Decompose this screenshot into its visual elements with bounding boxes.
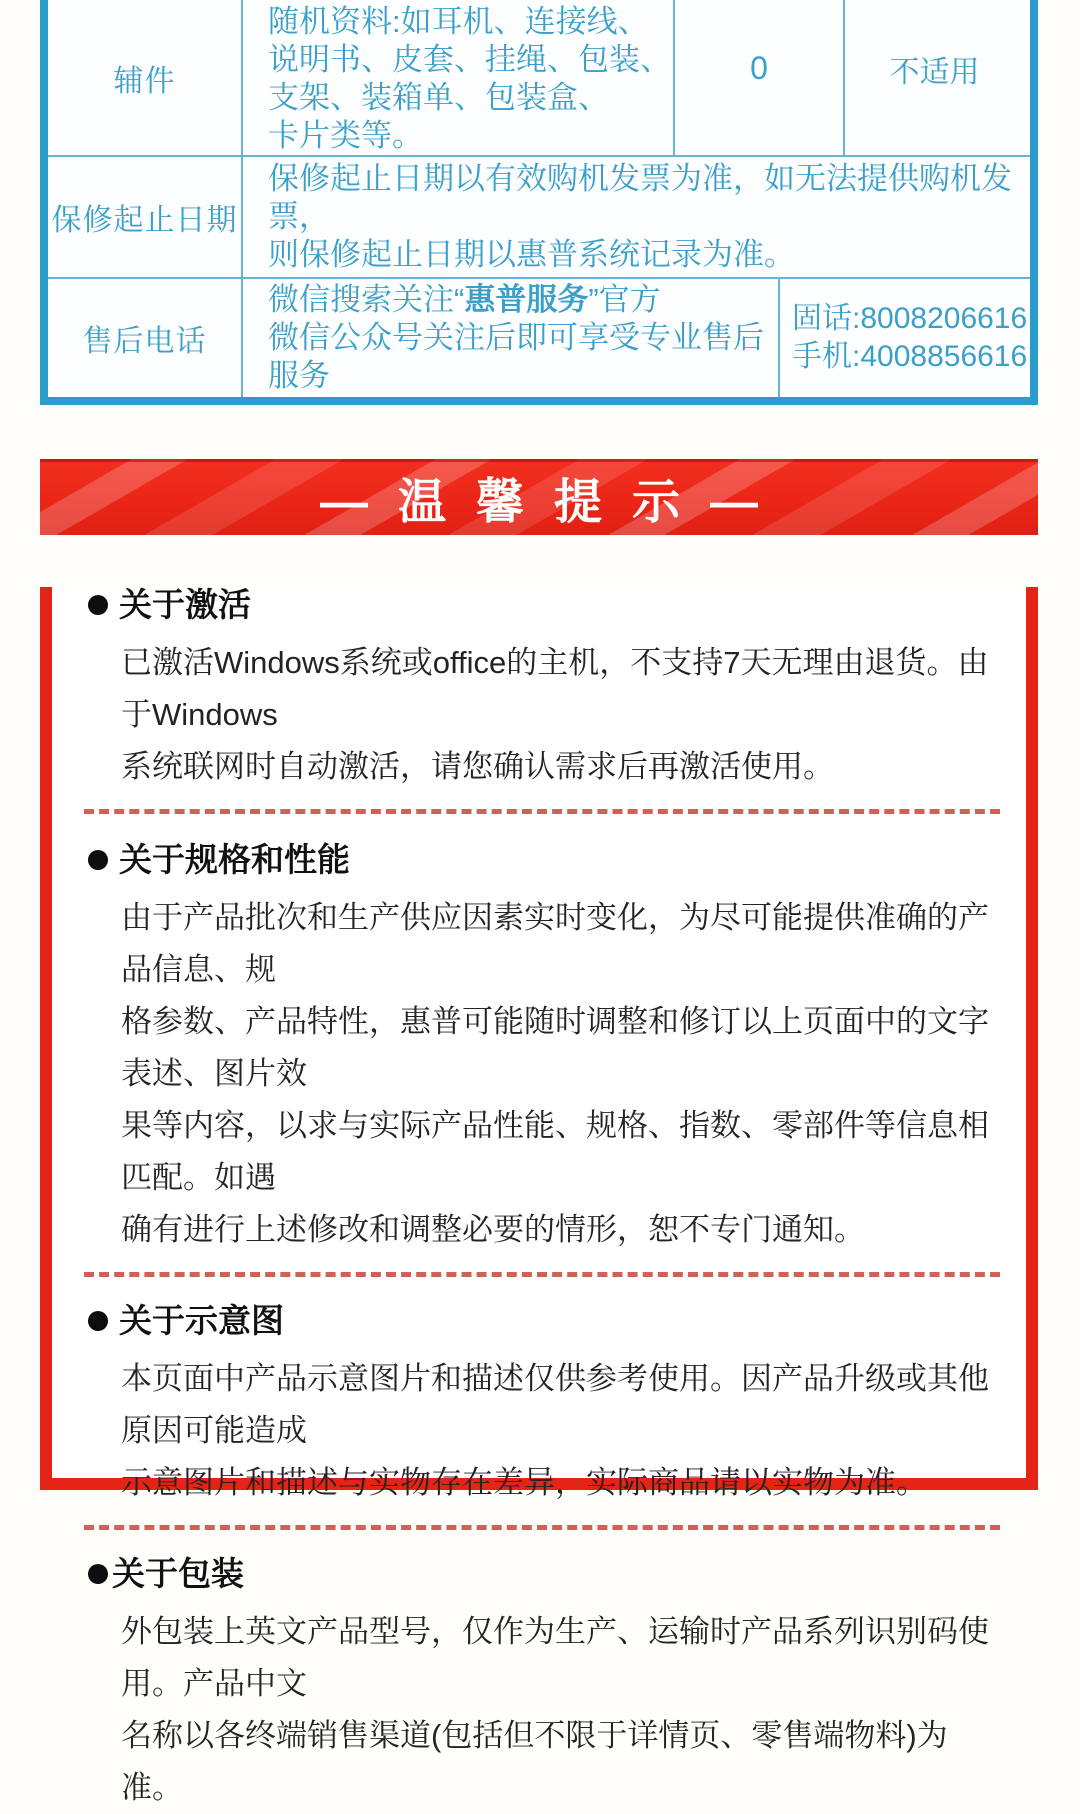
section-heading-text: 关于激活 [119, 586, 251, 623]
bullet-icon [88, 595, 108, 615]
tips-section-packaging [76, 1556, 1006, 1814]
section-heading [88, 1556, 1006, 1592]
table-row-accessories [48, 0, 1030, 155]
table-row-warranty-dates [48, 155, 1030, 277]
section-heading-text: 关于规格和性能 [119, 841, 350, 878]
section-body-line: 由于产品批次和生产供应因素实时变化，为尽可能提供准确的产品信息、规 [121, 900, 989, 987]
landline-number: 固话:8008206616 [792, 302, 1028, 335]
section-body [121, 1353, 1006, 1509]
section-body-line: 外包装上英文产品型号，仅作为生产、运输时产品系列识别码使用。产品中文 [121, 1614, 989, 1701]
accessories-content [241, 0, 673, 155]
warranty-table [40, 0, 1038, 405]
bullet-icon [88, 850, 108, 870]
section-body-line: 格参数、产品特性，惠普可能随时调整和修订以上页面中的文字表述、图片效 [121, 1004, 989, 1091]
wechat-brand: 惠普服务 [464, 282, 589, 317]
accessories-qty: 0 [673, 0, 843, 155]
section-heading-text: 关于示意图 [119, 1302, 284, 1339]
dashed-divider [84, 1525, 1000, 1530]
accessories-line: 随机资料:如耳机、连接线、 [268, 4, 649, 39]
bullet-icon [88, 1311, 108, 1331]
section-body-line: 果等内容，以求与实际产品性能、规格、指数、零部件等信息相匹配。如遇 [121, 1108, 989, 1195]
service-wechat-line2: 微信公众号关注后即可享受专业售后服务 [268, 320, 764, 393]
accessories-line: 说明书、皮套、挂绳、包装、 [268, 42, 671, 77]
bullet-icon [88, 1564, 108, 1584]
tips-body [40, 586, 1038, 1805]
dashed-divider [84, 809, 1000, 814]
wechat-line1-post: ”官方 [588, 282, 661, 317]
warranty-dates-label: 保修起止日期 [51, 204, 238, 237]
section-body-line: 确有进行上述修改和调整必要的情形，恕不专门通知。 [121, 1212, 865, 1247]
warranty-dates-line: 则保修起止日期以惠普系统记录为准。 [268, 237, 795, 272]
service-wechat-line1 [268, 281, 661, 319]
section-body-line: 系统联网时自动激活，请您确认需求后再激活使用。 [121, 749, 834, 784]
table-row-service-phone [48, 277, 1030, 397]
section-body-line: 名称以各终端销售渠道(包括但不限于详情页、零售端物料)为准。 [121, 1718, 948, 1805]
section-heading [88, 842, 1006, 878]
accessories-label: 辅件 [113, 64, 176, 98]
service-phone-numbers [778, 279, 1030, 397]
section-body [121, 1606, 1006, 1814]
section-body-line: 本页面中产品示意图片和描述仅供参考使用。因产品升级或其他原因可能造成 [121, 1361, 989, 1448]
tips-section-activation [76, 587, 1006, 793]
warranty-dates-content [241, 157, 1030, 277]
warranty-dates-line: 保修起止日期以有效购机发票为准，如无法提供购机发票， [268, 161, 1012, 234]
section-heading [88, 1303, 1006, 1339]
tips-title: —温馨提示— [319, 475, 788, 529]
service-phone-label: 售后电话 [82, 325, 207, 358]
dashed-divider [84, 1272, 1000, 1277]
tips-box [40, 459, 1038, 1805]
tips-header-band [40, 459, 1038, 535]
section-body-line: 示意图片和描述与实物存在差异，实际商品请以实物为准。 [121, 1465, 927, 1500]
section-heading-text: 关于包装 [112, 1555, 244, 1592]
accessories-line: 卡片类等。 [268, 118, 423, 153]
tips-section-specs [76, 842, 1006, 1256]
tips-section-illustrations [76, 1303, 1006, 1509]
accessories-line: 支架、装箱单、包装盒、 [268, 80, 609, 115]
mobile-number: 手机:4008856616 [792, 340, 1028, 373]
section-heading [88, 587, 1006, 623]
service-wechat-content [241, 279, 778, 397]
section-body [121, 637, 1006, 793]
wechat-line1-pre: 微信搜索关注“ [268, 282, 465, 317]
accessories-applicability: 不适用 [843, 0, 1024, 155]
section-body-line: 已激活Windows系统或office的主机，不支持7天无理由退货。由于Windows [121, 645, 989, 732]
section-body [121, 892, 1006, 1256]
